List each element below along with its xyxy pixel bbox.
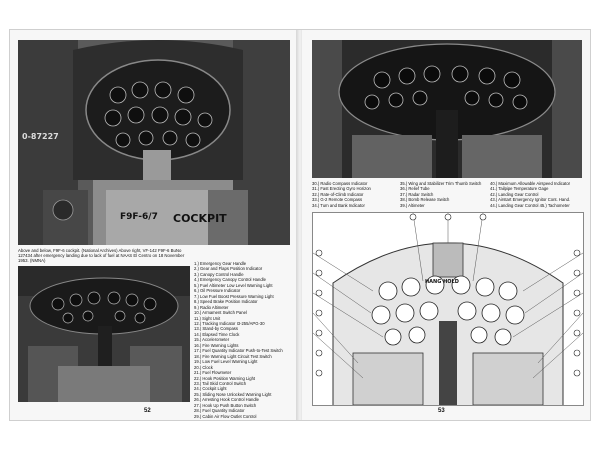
legend-item: 18.) Fire Warning Light Circuit Test Switch xyxy=(194,353,272,359)
legend-item: 5.) Fuel Altimeter Low Level Warning Light xyxy=(194,282,273,288)
legend-item: 39.) Altimeter xyxy=(400,202,425,208)
page-number-left: 52 xyxy=(144,408,151,414)
legend-item: 36.) Relief Tube xyxy=(400,186,430,192)
legend-item: 8.) Speed Brake Position Indicator xyxy=(194,299,258,305)
right-page xyxy=(302,30,590,420)
bottom-cockpit-photo xyxy=(18,266,190,402)
instrument-panel-diagram xyxy=(312,212,584,406)
legend-item: 21.) Fuel Flowmeter xyxy=(194,370,232,376)
legend-item: 6.) Oil Pressure Indicator xyxy=(194,288,241,294)
legend-item: 40.) Maximum Allowable Airspeed Indicator xyxy=(490,181,571,186)
legend-item: 22.) Hook Position Warning Light xyxy=(194,375,256,381)
page-number-right: 53 xyxy=(438,408,445,414)
top-cockpit-photo xyxy=(18,40,290,245)
legend-item: 17.) Fuel Quantity Indicator Push-to-Test Switch xyxy=(194,348,283,354)
legend-item: 29.) Cabin Air Flow Outlet Control xyxy=(194,413,257,419)
diagram-label: HANG HOLD xyxy=(425,279,459,285)
legend-item: 28.) Fuel Quantity Indicator xyxy=(194,408,245,414)
legend-item: 42.) Landing Gear Control xyxy=(490,191,539,197)
model-label: F9F-6/7 xyxy=(120,212,158,222)
legend-item: 2.) Gear and Flaps Position Indicator xyxy=(194,266,263,272)
legend-item: 34.) Turn and Bank Indicator xyxy=(312,202,365,208)
legend-item: 32.) Rate-of-Climb Indicator xyxy=(312,191,364,197)
legend-item: 10.) Armament Switch Panel xyxy=(194,310,247,316)
cockpit-label: COCKPIT xyxy=(173,212,227,225)
legend-item: 43.) Airstart Emergency Ignitor Cont. Hand. xyxy=(490,197,571,203)
book-spread xyxy=(10,30,590,420)
legend-item: 9.) Radio Altimeter xyxy=(194,304,229,310)
legend-item: 33.) G-2 Remote Compass xyxy=(312,197,363,203)
legend-item: 24.) Cockpit Light xyxy=(194,386,227,392)
legend-item: 11.) Sight Unit xyxy=(194,315,221,321)
legend-item: 23.) Tail Skid Control Switch xyxy=(194,380,247,386)
legend-item: 4.) Emergency Canopy Control Handle xyxy=(194,277,266,283)
legend-item: 7.) Low Fuel Boost Pressure Warning Light xyxy=(194,293,274,299)
legend-item: 25.) Sliding Nose Unlocked Warning Light xyxy=(194,391,272,397)
legend-list-left xyxy=(194,261,294,419)
legend-item: 26.) Arresting Hook Control Handle xyxy=(194,397,259,403)
legend-item: 3.) Canopy Control Handle xyxy=(194,271,244,277)
serial-number-text: 0-87227 xyxy=(22,132,59,141)
legend-item: 13.) Stand-by Compass xyxy=(194,326,238,332)
legend-item: 27.) Hook Up Push Button Switch xyxy=(194,402,257,408)
legend-item: 14.) Elapsed Time Clock xyxy=(194,331,240,337)
legend-item: 44.) Landing Gear Control 45.) Tachometer xyxy=(490,202,570,208)
legend-item: 1.) Emergency Gear Handle xyxy=(194,261,247,266)
legend-item: 35.) Wing and Stabilizer Trim Thumb Switch xyxy=(400,181,482,186)
left-page xyxy=(10,30,298,420)
legend-item: 41.) Tailpipe Temperature Gage xyxy=(490,186,549,192)
legend-list-col1 xyxy=(312,181,404,208)
legend-item: 37.) Radar Switch xyxy=(400,191,434,197)
legend-list-col2 xyxy=(400,181,490,208)
legend-item: 12.) Tracking Indicator I3-255/APG-30 xyxy=(194,320,265,326)
legend-item: 38.) Bomb Release Switch xyxy=(400,197,450,203)
photo-caption: Above and below, F9F-6 cockpit. (National Archives) Above right, VF-142 F9F-6 BuNo 127434 after emergency landing due to lack of fuel at NAAS El Centro on 18 November 1953. (NMNA) xyxy=(18,248,185,264)
legend-item: 19.) Low Fuel Level Warning Light xyxy=(194,359,258,365)
legend-item: 30.) Radio Compass Indicator xyxy=(312,181,368,186)
legend-item: 20.) Clock xyxy=(194,364,213,370)
legend-item: 15.) Accelerometer xyxy=(194,337,230,343)
legend-list-col3 xyxy=(490,181,588,208)
legend-item: 16.) Fire Warning Lights xyxy=(194,342,239,348)
legend-item: 31.) Fast Erecting Gyro Horizon xyxy=(312,186,371,192)
right-top-cockpit-photo xyxy=(312,40,582,178)
